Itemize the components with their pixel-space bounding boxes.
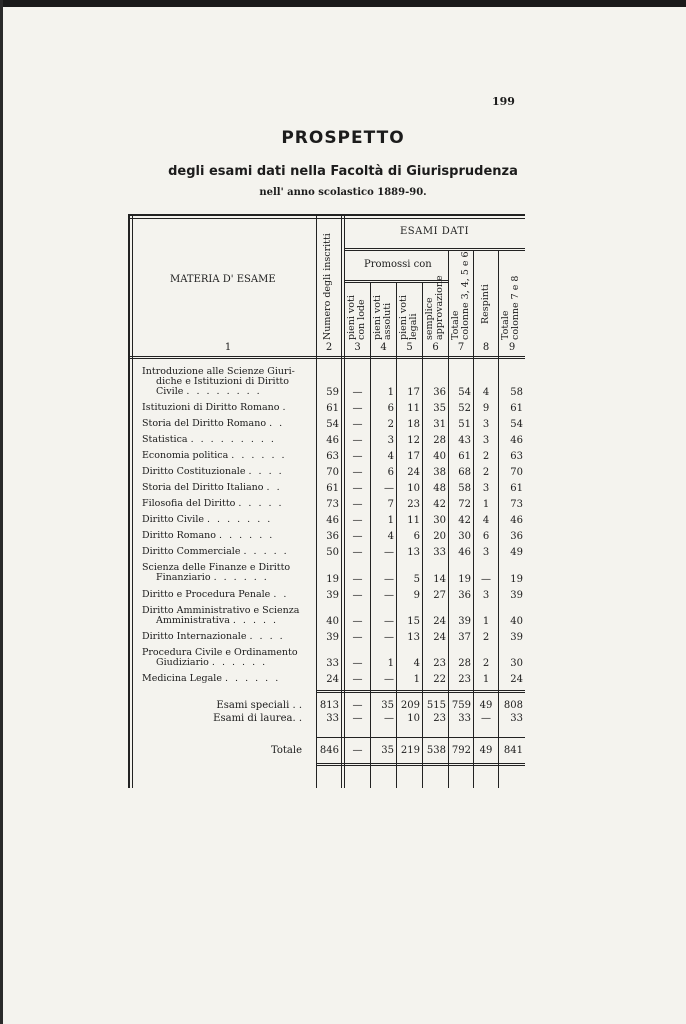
table-row-14-col-9: 40 [510,615,523,627]
subject-name: Storia del Diritto Italiano . . [142,482,282,494]
table-row-8-col-9: 73 [510,499,523,511]
table-row-3-col-6: 31 [433,419,446,431]
table-row-4-col-7: 43 [458,435,471,447]
column-number: 1 [224,342,232,353]
table-row-15-col-4: — [384,631,394,643]
column-number: 8 [482,342,490,353]
table-row-10-col-7: 30 [458,531,471,543]
table-row-11-col-6: 33 [433,547,446,559]
header-respinti: Respinti [480,284,491,324]
table-row-14-col-3: — [352,615,363,627]
table-row-11-col-2: 50 [326,547,339,559]
table-row-6-col-8: 2 [482,467,490,479]
table-row-10-col-6: 20 [433,531,446,543]
total-row-col-6: 538 [426,745,446,756]
total-row-col-3: — [352,745,363,756]
summary-row-1-col-5: 209 [400,700,420,711]
table-row-12-col-4: — [384,573,394,585]
table-row-14-col-4: — [384,615,394,627]
header-numero-iscritti: Numero degli inscritti [322,233,333,340]
subject-name: Scienza delle Finanze e Diritto Finanziario . . . . . . [142,562,291,584]
table-row-15-col-7: 37 [458,631,471,643]
table-row-2-col-5: 11 [407,403,420,415]
subject-name: Diritto e Procedura Penale . . [142,588,289,600]
summary-row-1-col-8: 49 [479,700,493,711]
total-row-col-4: 35 [381,745,394,756]
table-row-17-col-9: 24 [510,674,523,685]
summary-row-2-col-9: 33 [510,713,523,724]
header-pieni-voti-legali: pieni voti legali [398,295,419,340]
total-row-col-2: 846 [319,745,339,756]
column-number: 6 [432,342,439,353]
table-row-6-col-5: 24 [407,467,420,479]
subject-name: Filosofia del Diritto . . . . . [142,498,284,510]
summary-row-2-col-8: — [481,713,491,724]
summary-row-2-col-3: — [352,713,363,724]
table-row-14-col-8: 1 [482,615,490,627]
table-row-17-col-7: 23 [458,674,471,685]
subject-name: Diritto Civile . . . . . . . [142,514,273,526]
total-label: Totale [270,745,302,756]
table-row-16-col-6: 23 [433,658,446,669]
table-row-7-col-8: 3 [482,483,490,495]
subject-name: Medicina Legale . . . . . . [142,673,281,684]
table-row-7-col-3: — [352,483,363,495]
summary-row-1-col-4: 35 [381,700,394,711]
total-row-col-9: 841 [503,745,523,756]
subject-name: Diritto Internazionale . . . . [142,630,285,642]
table-row-9-col-8: 4 [482,515,490,527]
header-pieni-voti-assoluti: pieni voti assoluti [372,295,393,340]
table-row-3-col-2: 54 [326,419,339,431]
subject-name: Diritto Costituzionale . . . . [142,466,284,478]
summary-row-1-col-2: 813 [319,700,339,711]
subject-name: Diritto Romano . . . . . . [142,530,275,542]
header-totale-colonne-3-6: Totale colonne 3, 4, 5 e 6 [450,251,471,340]
table-row-8-col-6: 42 [433,499,446,511]
table-row-5-col-8: 2 [482,451,490,463]
table-row-12-col-8: — [481,573,491,585]
table-row-1-col-6: 36 [433,387,446,399]
table-row-10-col-2: 36 [326,531,339,543]
table-row-5-col-4: 4 [387,451,394,463]
summary-row-2-col-4: — [384,713,394,724]
table-row-16-col-5: 4 [413,658,420,669]
summary-row-2-col-2: 33 [326,713,339,724]
table-row-8-col-5: 23 [407,499,420,511]
table-row-9-col-9: 46 [510,515,523,527]
column-number: 3 [354,342,361,353]
subject-name: Storia del Diritto Romano . . [142,418,285,430]
exam-table [128,214,525,788]
summary-row-2-col-5: 10 [407,713,420,724]
header-pieni-voti-lode: pieni voti con lode [346,295,367,340]
table-row-15-col-9: 39 [510,631,523,643]
table-row-11-col-9: 49 [510,547,523,559]
table-row-4-col-6: 28 [433,435,446,447]
column-number: 2 [325,342,333,353]
table-row-7-col-6: 48 [433,483,446,495]
table-row-5-col-7: 61 [458,451,471,463]
table-row-10-col-8: 6 [482,531,490,543]
column-number: 9 [508,342,516,353]
table-row-9-col-6: 30 [433,515,446,527]
table-row-3-col-8: 3 [482,419,490,431]
table-row-9-col-2: 46 [326,515,339,527]
table-row-17-col-2: 24 [326,674,339,685]
table-row-6-col-7: 68 [458,467,471,479]
table-row-3-col-3: — [352,419,363,431]
table-row-7-col-2: 61 [326,483,339,495]
total-row-col-7: 792 [451,745,471,756]
table-row-7-col-5: 10 [407,483,420,495]
table-row-16-col-7: 28 [458,658,471,669]
page-title: PROSPETTO [281,128,405,148]
subject-name: Economia politica . . . . . . [142,450,287,462]
table-row-3-col-4: 2 [387,419,394,431]
table-row-4-col-3: — [352,435,363,447]
table-row-16-col-3: — [352,658,363,669]
scan-top-edge [0,0,686,7]
table-row-11-col-4: — [384,547,394,559]
table-row-5-col-2: 63 [326,451,339,463]
table-row-3-col-5: 18 [407,419,420,431]
table-row-8-col-4: 7 [387,499,394,511]
header-esami-dati: ESAMI DATI [400,226,470,237]
table-row-11-col-3: — [352,547,363,559]
table-row-10-col-9: 36 [510,531,523,543]
table-row-15-col-6: 24 [433,631,446,643]
table-row-13-col-6: 27 [433,589,446,601]
table-row-3-col-9: 54 [510,419,523,431]
column-number: 5 [406,342,413,353]
table-row-12-col-2: 19 [326,573,339,585]
table-row-1-col-9: 58 [510,387,523,399]
summary-label: Esami speciali . . [216,700,302,711]
table-row-16-col-4: 1 [387,658,394,669]
header-promossi: Promossi con [364,259,432,270]
subject-name: Introduzione alle Scienze Giuri- diche e Istituzioni di Diritto Civile . . . . . . . . [142,366,295,397]
total-row-col-8: 49 [479,745,493,756]
summary-label: Esami di laurea. . [213,713,302,724]
table-row-2-col-7: 52 [458,403,471,415]
table-row-13-col-4: — [384,589,394,601]
table-row-8-col-2: 73 [326,499,339,511]
table-row-2-col-2: 61 [326,403,339,415]
table-row-6-col-2: 70 [326,467,339,479]
table-row-4-col-5: 12 [407,435,420,447]
table-row-12-col-6: 14 [433,573,446,585]
table-row-1-col-3: — [352,387,363,399]
table-row-16-col-9: 30 [510,658,523,669]
table-row-11-col-8: 3 [482,547,490,559]
table-row-2-col-8: 9 [482,403,490,415]
table-row-5-col-3: — [352,451,363,463]
table-row-2-col-6: 35 [433,403,446,415]
summary-row-1-col-3: — [352,700,363,711]
table-row-1-col-2: 59 [326,387,339,399]
header-materia: MATERIA D' ESAME [170,274,276,285]
summary-row-1-col-9: 808 [503,700,523,711]
table-row-12-col-9: 19 [510,573,523,585]
table-row-13-col-7: 36 [458,589,471,601]
table-row-9-col-4: 1 [387,515,394,527]
table-row-6-col-3: — [352,467,363,479]
subject-name: Statistica . . . . . . . . . [142,434,276,446]
table-row-6-col-6: 38 [433,467,446,479]
table-row-8-col-8: 1 [482,499,490,511]
table-row-11-col-5: 13 [407,547,420,559]
page-number: 199 [492,95,515,108]
table-row-2-col-4: 6 [387,403,394,415]
table-row-15-col-5: 13 [407,631,420,643]
table-row-15-col-3: — [352,631,363,643]
table-row-6-col-4: 6 [387,467,394,479]
table-row-4-col-9: 46 [510,435,523,447]
table-row-10-col-3: — [352,531,363,543]
table-row-14-col-2: 40 [326,615,339,627]
table-row-1-col-7: 54 [458,387,471,399]
subject-name: Istituzioni di Diritto Romano . [142,402,288,414]
column-number: 7 [457,342,465,353]
table-row-13-col-5: 9 [413,589,420,601]
summary-row-1-col-6: 515 [426,700,446,711]
table-row-17-col-3: — [352,674,363,685]
table-row-6-col-9: 70 [510,467,523,479]
table-row-15-col-8: 2 [482,631,490,643]
table-row-17-col-4: — [384,674,394,685]
table-row-1-col-5: 17 [407,387,420,399]
table-row-4-col-2: 46 [326,435,339,447]
scan-left-edge [0,0,3,1024]
table-row-16-col-8: 2 [482,658,490,669]
table-row-13-col-8: 3 [482,589,490,601]
table-row-13-col-3: — [352,589,363,601]
table-row-17-col-6: 22 [433,674,446,685]
table-row-2-col-9: 61 [510,403,523,415]
subject-name: Diritto Amministrativo e Scienza Amministrativa . . . . . [142,604,300,626]
table-row-12-col-5: 5 [413,573,420,585]
table-row-1-col-8: 4 [482,387,490,399]
table-row-4-col-8: 3 [482,435,490,447]
table-row-7-col-7: 58 [458,483,471,495]
column-number: 4 [380,342,387,353]
summary-row-1-col-7: 759 [451,700,471,711]
header-totale-colonne-7-8: Totale colonne 7 e 8 [500,275,521,340]
academic-year: nell' anno scolastico 1889-90. [259,187,427,198]
table-row-4-col-4: 3 [387,435,394,447]
table-row-8-col-3: — [352,499,363,511]
table-row-2-col-3: — [352,403,363,415]
table-row-10-col-4: 4 [387,531,394,543]
summary-row-2-col-6: 23 [433,713,446,724]
table-row-11-col-7: 46 [458,547,471,559]
table-row-7-col-4: — [384,483,394,495]
subject-name: Procedura Civile e Ordinamento Giudiziario . . . . . . [142,646,298,668]
table-row-3-col-7: 51 [458,419,471,431]
table-row-7-col-9: 61 [510,483,523,495]
table-row-5-col-9: 63 [510,451,523,463]
table-row-16-col-2: 33 [326,658,339,669]
table-row-12-col-7: 19 [458,573,471,585]
total-row-col-5: 219 [400,745,420,756]
table-row-9-col-5: 11 [407,515,420,527]
table-row-9-col-7: 42 [458,515,471,527]
table-row-14-col-6: 24 [433,615,446,627]
table-row-15-col-2: 39 [326,631,339,643]
table-row-10-col-5: 6 [413,531,420,543]
table-row-14-col-7: 39 [458,615,471,627]
table-row-14-col-5: 15 [407,615,420,627]
table-row-12-col-3: — [352,573,363,585]
table-row-13-col-9: 39 [510,589,523,601]
table-row-9-col-3: — [352,515,363,527]
table-row-5-col-6: 40 [433,451,446,463]
page-subtitle: degli esami dati nella Facoltà di Giurisprudenza [168,164,518,179]
table-row-1-col-4: 1 [387,387,394,399]
subject-name: Diritto Commerciale . . . . . [142,546,289,558]
summary-row-2-col-7: 33 [458,713,471,724]
table-row-13-col-2: 39 [326,589,339,601]
table-row-17-col-8: 1 [482,674,490,685]
header-semplice-approvazione: semplice approvazione [424,275,445,340]
table-row-17-col-5: 1 [413,674,420,685]
table-row-8-col-7: 72 [458,499,471,511]
table-row-5-col-5: 17 [407,451,420,463]
